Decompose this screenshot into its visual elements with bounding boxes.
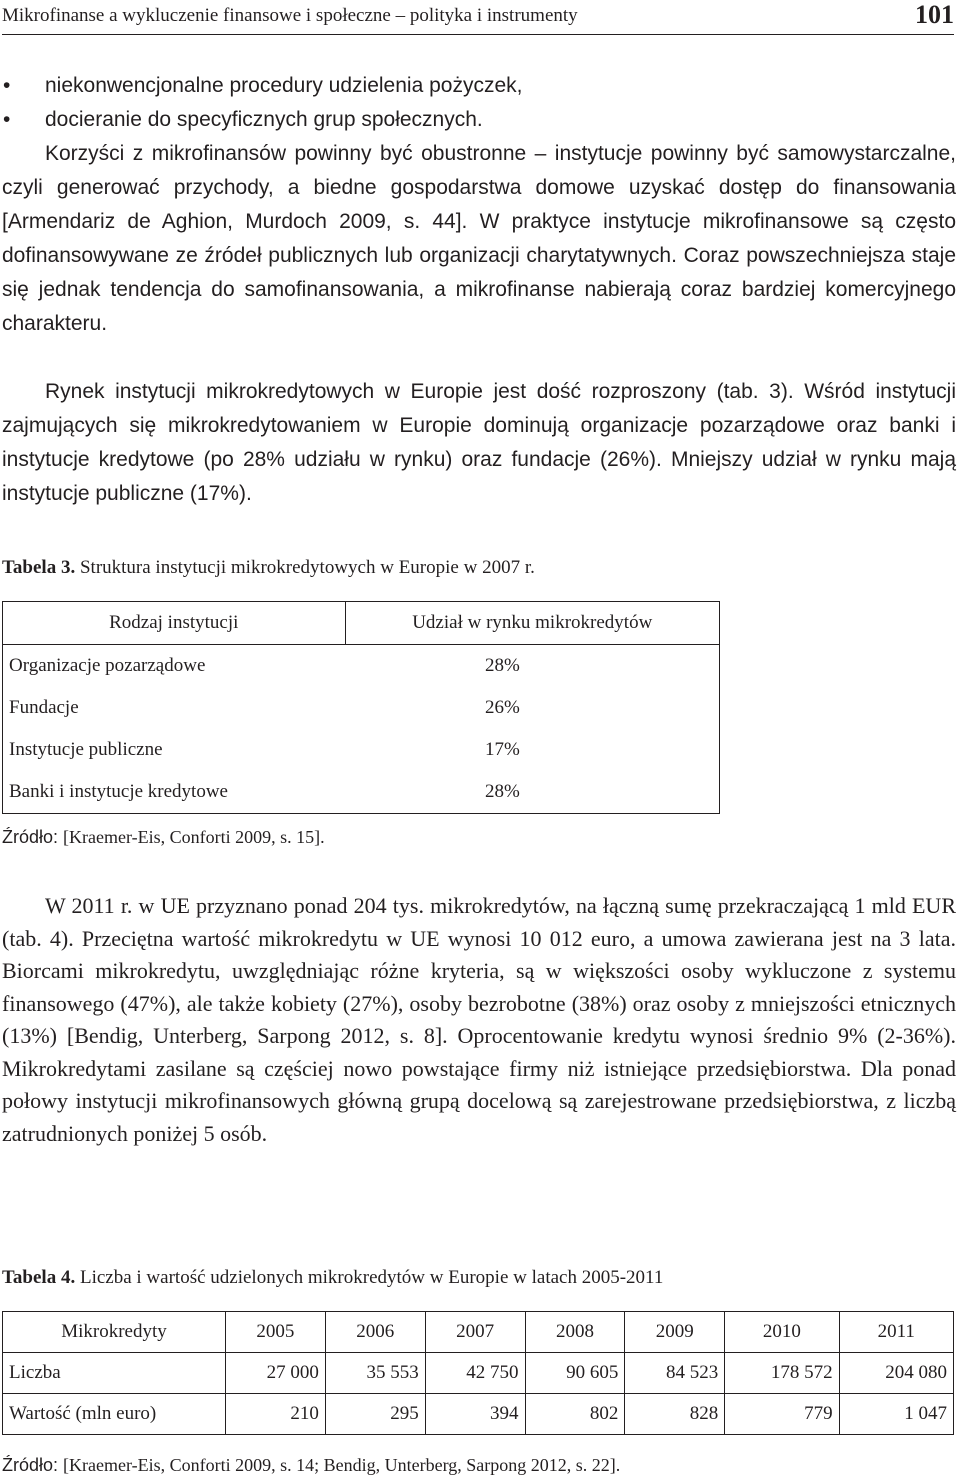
table3-source-label: Źródło: <box>2 827 59 847</box>
table-cell: Organizacje pozarządowe <box>9 655 206 676</box>
paragraph-market: Rynek instytucji mikrokredytowych w Europie jest dość rozproszony (tab. 3). Wśród instytucji zajmujących się mikrokredytowaniem w Europie dominują organizacje pozarządowe oraz banki i instytucje kredytowe (po 28% udziału w rynku) oraz fundacje (26%). Mniejszy udział w rynku mają instytucje publiczne (17%). <box>2 380 956 505</box>
table-cell: 26% <box>485 697 520 718</box>
table-header-row <box>3 602 720 645</box>
bullet-glyph: • <box>3 74 11 97</box>
header-title: Mikrofinanse a wykluczenie finansowe i społeczne – polityka i instrumenty <box>2 5 578 26</box>
table-cell: 17% <box>485 739 520 760</box>
table-cell: Instytucje publiczne <box>9 739 163 760</box>
column-header: 2009 <box>625 1312 725 1353</box>
table-row <box>3 1353 954 1394</box>
table4-source <box>2 1455 620 1476</box>
table-cell: 27 000 <box>226 1353 326 1394</box>
table4-source-label: Źródło: <box>2 1455 59 1475</box>
page-number: 101 <box>915 0 954 29</box>
table-cell: 90 605 <box>525 1353 625 1394</box>
column-header: 2007 <box>425 1312 525 1353</box>
table-cell: Banki i instytucje kredytowe <box>9 781 228 802</box>
table-cell: 35 553 <box>325 1353 425 1394</box>
table-row-header: Liczba <box>3 1353 226 1394</box>
table-cell: 42 750 <box>425 1353 525 1394</box>
table3-caption-label: Tabela 3. <box>2 557 76 578</box>
column-header: Udział w rynku mikrokredytów <box>345 602 720 645</box>
table-cell: 802 <box>525 1394 625 1435</box>
table3-caption-text: Struktura instytucji mikrokredytowych w Europie w 2007 r. <box>79 557 535 578</box>
list-item-text: niekonwencjonalne procedury udzielenia pożyczek, <box>45 74 523 97</box>
table4-caption-text: Liczba i wartość udzielonych mikrokredytów w Europie w latach 2005-2011 <box>79 1267 664 1288</box>
table-cell: 295 <box>325 1394 425 1435</box>
table4-caption-label: Tabela 4. <box>2 1267 76 1288</box>
list-item <box>2 103 956 137</box>
table-cell: 204 080 <box>839 1353 953 1394</box>
table3-source <box>2 827 325 848</box>
table-cell: 779 <box>725 1394 839 1435</box>
table-cell: 28% <box>485 781 520 802</box>
table-cell: 1 047 <box>839 1394 953 1435</box>
table-cell: 210 <box>226 1394 326 1435</box>
bullet-glyph: • <box>3 108 11 131</box>
table-institution-structure <box>2 601 720 814</box>
paragraph-benefits: Korzyści z mikrofinansów powinny być obustronne – instytucje powinny być samowystarczalne, czyli generować przychody, a biedne gospodarstwa domowe uzyskać dostęp do finansowania [Armendariz de Aghion, Murdoch 2009, s. 44]. W praktyce instytucje mikrofinansowe są często dofinansowywane ze źródeł publicznych lub organizacji charytatywnych. Coraz powszechniejsza staje się jednak tendencja do samofinansowania, a mikrofinanse nabierają coraz bardziej komercyjnego charakteru. <box>2 142 956 335</box>
list-item <box>2 69 956 103</box>
list-item-text: docieranie do specyficznych grup społecznych. <box>45 108 483 131</box>
table-row <box>3 687 720 729</box>
column-header: 2010 <box>725 1312 839 1353</box>
table4-caption <box>2 1267 663 1289</box>
column-header: 2008 <box>525 1312 625 1353</box>
column-header: 2005 <box>226 1312 326 1353</box>
table3-source-text: [Kraemer-Eis, Conforti 2009, s. 15]. <box>63 827 325 847</box>
column-header: 2011 <box>839 1312 953 1353</box>
column-header: 2006 <box>325 1312 425 1353</box>
table-row <box>3 1394 954 1435</box>
bullet-list <box>2 69 956 137</box>
table-row <box>3 729 720 771</box>
table-cell: 828 <box>625 1394 725 1435</box>
table4-source-text: [Kraemer-Eis, Conforti 2009, s. 14; Bendig, Unterberg, Sarpong 2012, s. 22]. <box>63 1455 621 1475</box>
table-cell: 84 523 <box>625 1353 725 1394</box>
table-row <box>3 771 720 814</box>
table-microcredits-2005-2011 <box>2 1311 954 1435</box>
column-header: Mikrokredyty <box>3 1312 226 1353</box>
table3-caption <box>2 557 535 579</box>
paragraph-eu-microcredits: W 2011 r. w UE przyznano ponad 204 tys. mikrokredytów, na łączną sumę przekraczającą 1 mld EUR (tab. 4). Przeciętna wartość mikrokredytu w UE wynosi 10 012 euro, a umowa zawierana jest na 3 lata. Biorcami mikrokredytu, uwzględniając różne kryteria, są w większości osoby wykluczone z systemu finansowego (47%), ale także kobiety (27%), osoby bezrobotne (38%) oraz osoby z mniejszości etnicznych (13%) [Bendig, Unterberg, Sarpong 2012, s. 8]. Oprocentowanie kredytu wynosi średnio 9% (2-36%). Mikrokredytami zasilane są częściej nowo powstające firmy niż istniejące przedsiębiorstwa. Dla ponad połowy instytucji mikrofinansowych główną grupą docelową są zarejestrowane przedsiębiorstwa, z liczbą zatrudnionych poniżej 5 osób. <box>2 893 956 1146</box>
column-header: Rodzaj instytucji <box>3 602 346 645</box>
table-cell: Fundacje <box>9 697 79 718</box>
table-cell: 178 572 <box>725 1353 839 1394</box>
table-cell: 394 <box>425 1394 525 1435</box>
table-row-header: Wartość (mln euro) <box>3 1394 226 1435</box>
table-cell: 28% <box>485 655 520 676</box>
table-row <box>3 645 720 688</box>
table-header-row <box>3 1312 954 1353</box>
running-header <box>2 0 954 35</box>
